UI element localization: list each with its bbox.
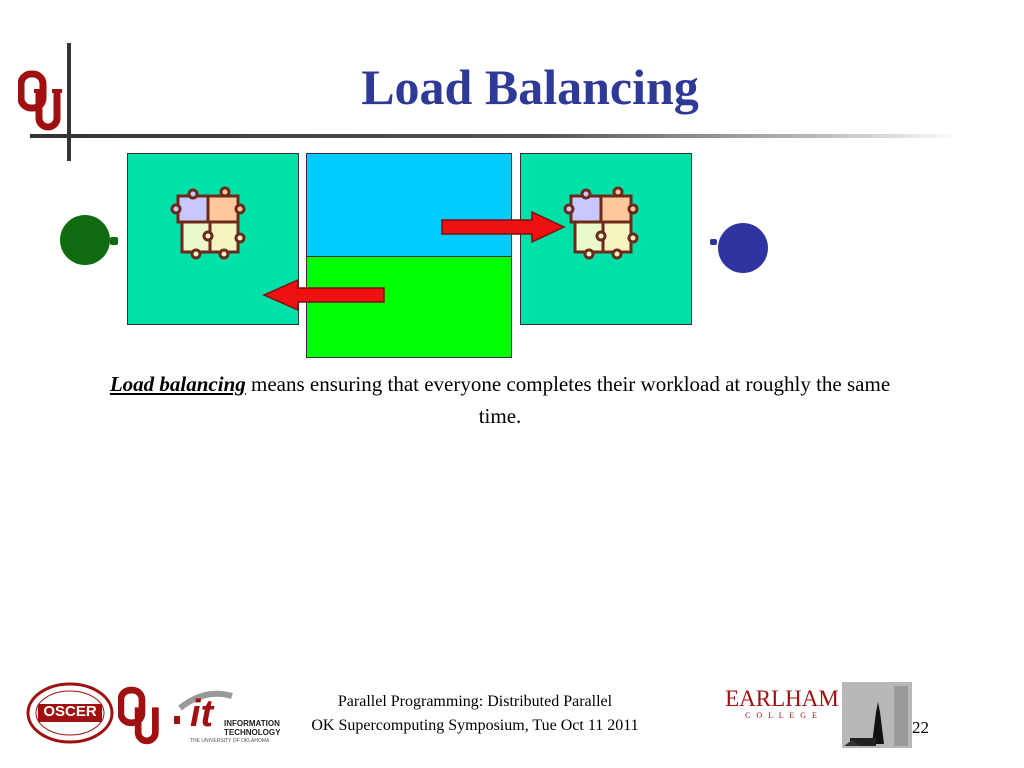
worker-green-icon	[58, 213, 122, 267]
title-divider-horizontal	[30, 134, 960, 138]
footer-line-1: Parallel Programming: Distributed Parallel	[337, 693, 613, 710]
oscer-label: OSCER	[43, 703, 97, 720]
earlham-logo-text: EARLHAM	[725, 686, 839, 711]
it-label-line1: INFORMATION	[224, 719, 280, 728]
puzzle-icon	[563, 186, 643, 266]
footer-line-2: OK Supercomputing Symposium, Tue Oct 11 2011	[311, 717, 639, 734]
slide-title: Load Balancing	[361, 59, 699, 115]
skyline-icon	[842, 682, 912, 748]
it-label-line3: THE UNIVERSITY OF OKLAHOMA	[190, 738, 270, 744]
slide-footer	[270, 690, 680, 738]
arrow-right-icon	[440, 210, 570, 244]
it-logo-text: it	[190, 693, 214, 735]
worker-blue-icon	[706, 221, 770, 275]
arrow-left-icon	[260, 278, 390, 312]
page-number: 22	[912, 718, 929, 737]
slide-body-text	[100, 368, 900, 432]
ou-logo-icon	[18, 70, 66, 132]
ou-logo-footer-icon	[118, 686, 164, 746]
title-divider-vertical	[67, 43, 71, 161]
it-label-line2: TECHNOLOGY	[224, 728, 281, 737]
body-term: Load balancing	[109, 372, 246, 396]
earlham-college-text: C O L L E G E	[745, 711, 819, 720]
puzzle-icon	[170, 186, 250, 266]
body-definition: means ensuring that everyone completes their workload at roughly the same time.	[245, 372, 891, 428]
